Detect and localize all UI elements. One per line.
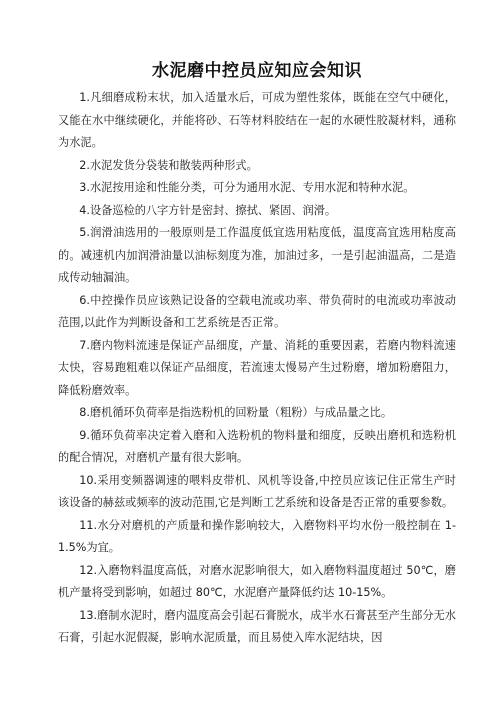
document-title: 水泥磨中控员应知应会知识: [152, 61, 362, 81]
paragraph-6: 6.中控操作员应该熟记设备的空载电流或功率、带负荷时的电流或功率波动范围,以此作为判断设备和工艺系统是否正常。: [58, 293, 456, 329]
paragraph-5: 5.润滑油选用的一般原则是工作温度低宜选用粘度低，温度高宜选用粘度高的。减速机内加润滑油量以油标刻度为准，加油过多，一是引起油温高，二是造成传动轴漏油。: [58, 226, 456, 284]
paragraph-2: 2.水泥发货分袋装和散装两种形式。: [79, 158, 258, 172]
paragraph-4: 4.设备巡检的八字方针是密封、擦拭、紧固、润滑。: [79, 203, 337, 217]
paragraph-1: 1.凡细磨成粉末状，加入适量水后，可成为塑性浆体，既能在空气中硬化，又能在水中继续硬化，并能将砂、石等材料胶结在一起的水硬性胶凝材料，通称为水泥。: [58, 91, 456, 149]
document-body: [58, 87, 456, 650]
paragraph-8: 8.磨机循环负荷率是指选粉机的回粉量（粗粉）与成品量之比。: [79, 406, 393, 419]
paragraph-13: 13.磨制水泥时，磨内温度高会引起石膏脱水，成半水石膏甚至产生部分无水石膏，引起水泥假凝，影响水泥质量，而且易使入库水泥结块，因: [58, 608, 456, 644]
paragraph-10: 10.采用变频器调速的喂料皮带机、风机等设备,中控员应该记住正常生产时该设备的赫兹或频率的波动范围,它是判断工艺系统和设备是否正常的重要参数。: [58, 473, 456, 509]
paragraph-3: 3.水泥按用途和性能分类，可分为通用水泥、专用水泥和特种水泥。: [79, 181, 415, 194]
paragraph-12: 12.入磨物料温度高低，对磨水泥影响很大，如入磨物料温度超过 50℃，磨机产量将受到影响，如超过 80℃，水泥磨产量降低约达 10-15%。: [58, 563, 456, 599]
paragraph-11: 11.水分对磨机的产质量和操作影响较大，入磨物料平均水份一般控制在 1-1.5%为宜。: [58, 518, 456, 554]
paragraph-7: 7.磨内物料流速是保证产品细度，产量、消耗的重要因素，若磨内物料流速太快，容易跑粗难以保证产品细度，若流速太慢易产生过粉磨，增加粉磨阻力，降低粉磨效率。: [58, 338, 456, 397]
paragraph-9: 9.循环负荷率决定着入磨和入选粉机的物料量和细度，反映出磨机和选粉机的配合情况，对磨机产量有很大影响。: [58, 428, 456, 464]
